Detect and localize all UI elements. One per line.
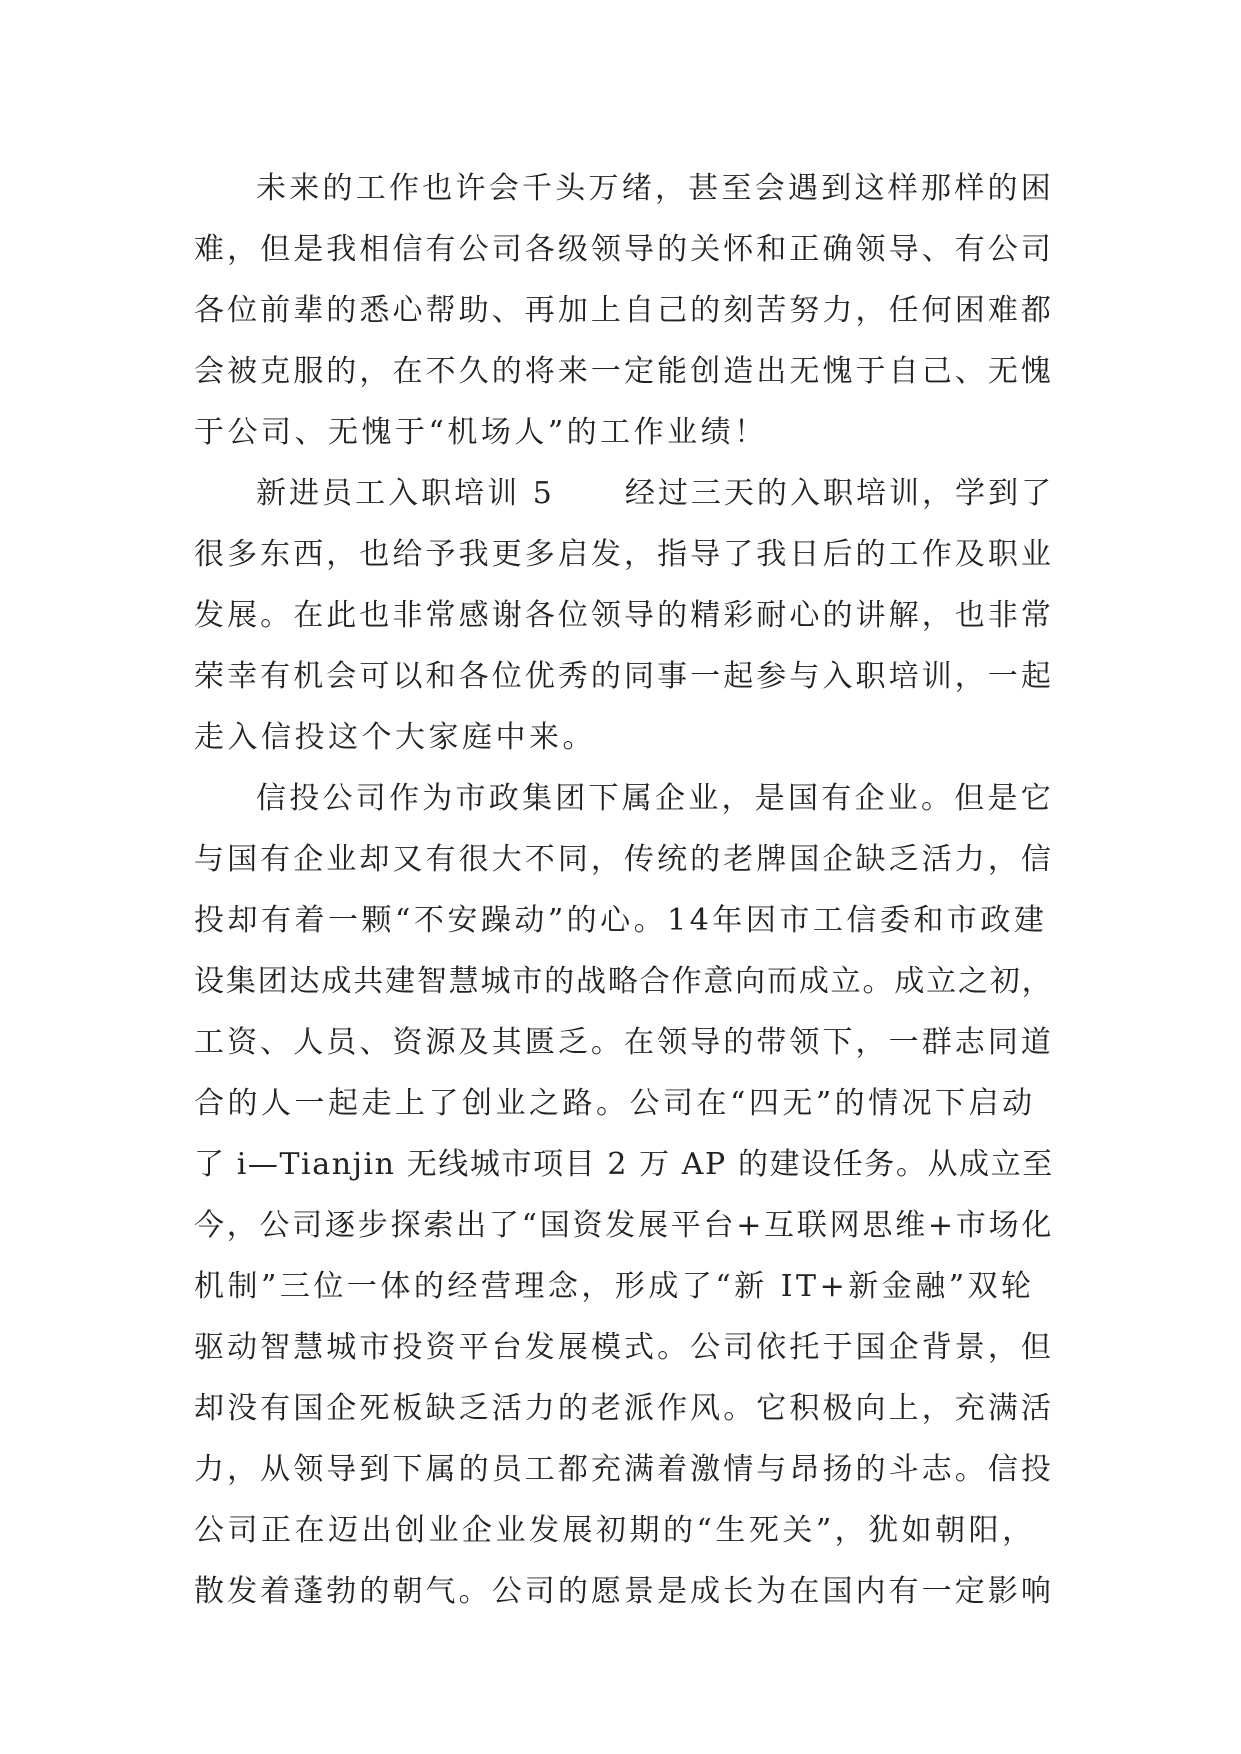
text-line: 今，公司逐步探索出了“国资发展平台+互联网思维+市场化 [194, 1208, 1055, 1243]
paragraph-line [194, 341, 1054, 402]
text-line: 发展。在此也非常感谢各位领导的精彩耐心的讲解，也非常 [194, 598, 1054, 633]
paragraph-line [194, 646, 1054, 707]
text-line: 走入信投这个大家庭中来。 [194, 720, 596, 755]
text-line: 于公司、无愧于“机场人”的工作业绩！ [194, 415, 768, 450]
text-line: 散发着蓬勃的朝气。公司的愿景是成长为在国内有一定影响 [194, 1574, 1054, 1609]
text-line: 信投公司作为市政集团下属企业，是国有企业。但是它 [256, 781, 1054, 816]
text-line: 各位前辈的悉心帮助、再加上自己的刻苦努力，任何困难都 [194, 293, 1054, 328]
paragraph-line [194, 1561, 1054, 1622]
paragraph-line [194, 1195, 1054, 1256]
text-line: 工资、人员、资源及其匮乏。在领导的带领下，一群志同道 [194, 1025, 1054, 1060]
paragraph-line [194, 1012, 1054, 1073]
body-text [194, 158, 1054, 1622]
paragraph-line [194, 158, 1054, 219]
section-heading: 新进员工入职培训 5 [256, 476, 555, 511]
text-line: 会被克服的，在不久的将来一定能创造出无愧于自己、无愧 [194, 354, 1054, 389]
text-line: 设集团达成共建智慧城市的战略合作意向而成立。成立之初， [194, 964, 1054, 999]
section-heading-line [194, 463, 1054, 524]
text-line: 公司正在迈出创业企业发展初期的“生死关”，犹如朝阳， [194, 1513, 1036, 1548]
paragraph-line [194, 829, 1054, 890]
text-line: 合的人一起走上了创业之路。公司在“四无”的情况下启动 [194, 1086, 1036, 1121]
paragraph-line [194, 524, 1054, 585]
paragraph-line [194, 1073, 1054, 1134]
paragraph-line [194, 280, 1054, 341]
text-line: 未来的工作也许会千头万绪，甚至会遇到这样那样的困 [256, 171, 1054, 206]
paragraph-line [194, 951, 1054, 1012]
text-line: 投却有着一颗“不安躁动”的心。14年因市工信委和市政建 [194, 903, 1048, 938]
text-line: 难，但是我相信有公司各级领导的关怀和正确领导、有公司 [194, 232, 1054, 267]
paragraph-line [194, 1317, 1054, 1378]
paragraph-line [194, 890, 1054, 951]
text-line: 经过三天的入职培训，学到了 [624, 476, 1055, 511]
paragraph-line [194, 768, 1054, 829]
paragraph-line [194, 1500, 1054, 1561]
paragraph-line [194, 1256, 1054, 1317]
paragraph-line [194, 1439, 1054, 1500]
text-line: 与国有企业却又有很大不同，传统的老牌国企缺乏活力，信 [194, 842, 1054, 877]
paragraph-line [194, 585, 1054, 646]
paragraph-line [194, 219, 1054, 280]
text-line: 却没有国企死板缺乏活力的老派作风。它积极向上，充满活 [194, 1391, 1054, 1426]
text-line: 了 i—Tianjin 无线城市项目 2 万 AP 的建设任务。从成立至 [194, 1147, 1054, 1182]
text-line: 很多东西，也给予我更多启发，指导了我日后的工作及职业 [194, 537, 1054, 572]
text-line: 力，从领导到下属的员工都充满着激情与昂扬的斗志。信投 [194, 1452, 1054, 1487]
text-line: 驱动智慧城市投资平台发展模式。公司依托于国企背景，但 [194, 1330, 1054, 1365]
paragraph-line [194, 1134, 1054, 1195]
paragraph-line [194, 402, 1054, 463]
paragraph-line [194, 707, 1054, 768]
text-line: 荣幸有机会可以和各位优秀的同事一起参与入职培训，一起 [194, 659, 1054, 694]
text-line: 机制”三位一体的经营理念，形成了“新 IT+新金融”双轮 [194, 1269, 1035, 1304]
paragraph-line [194, 1378, 1054, 1439]
